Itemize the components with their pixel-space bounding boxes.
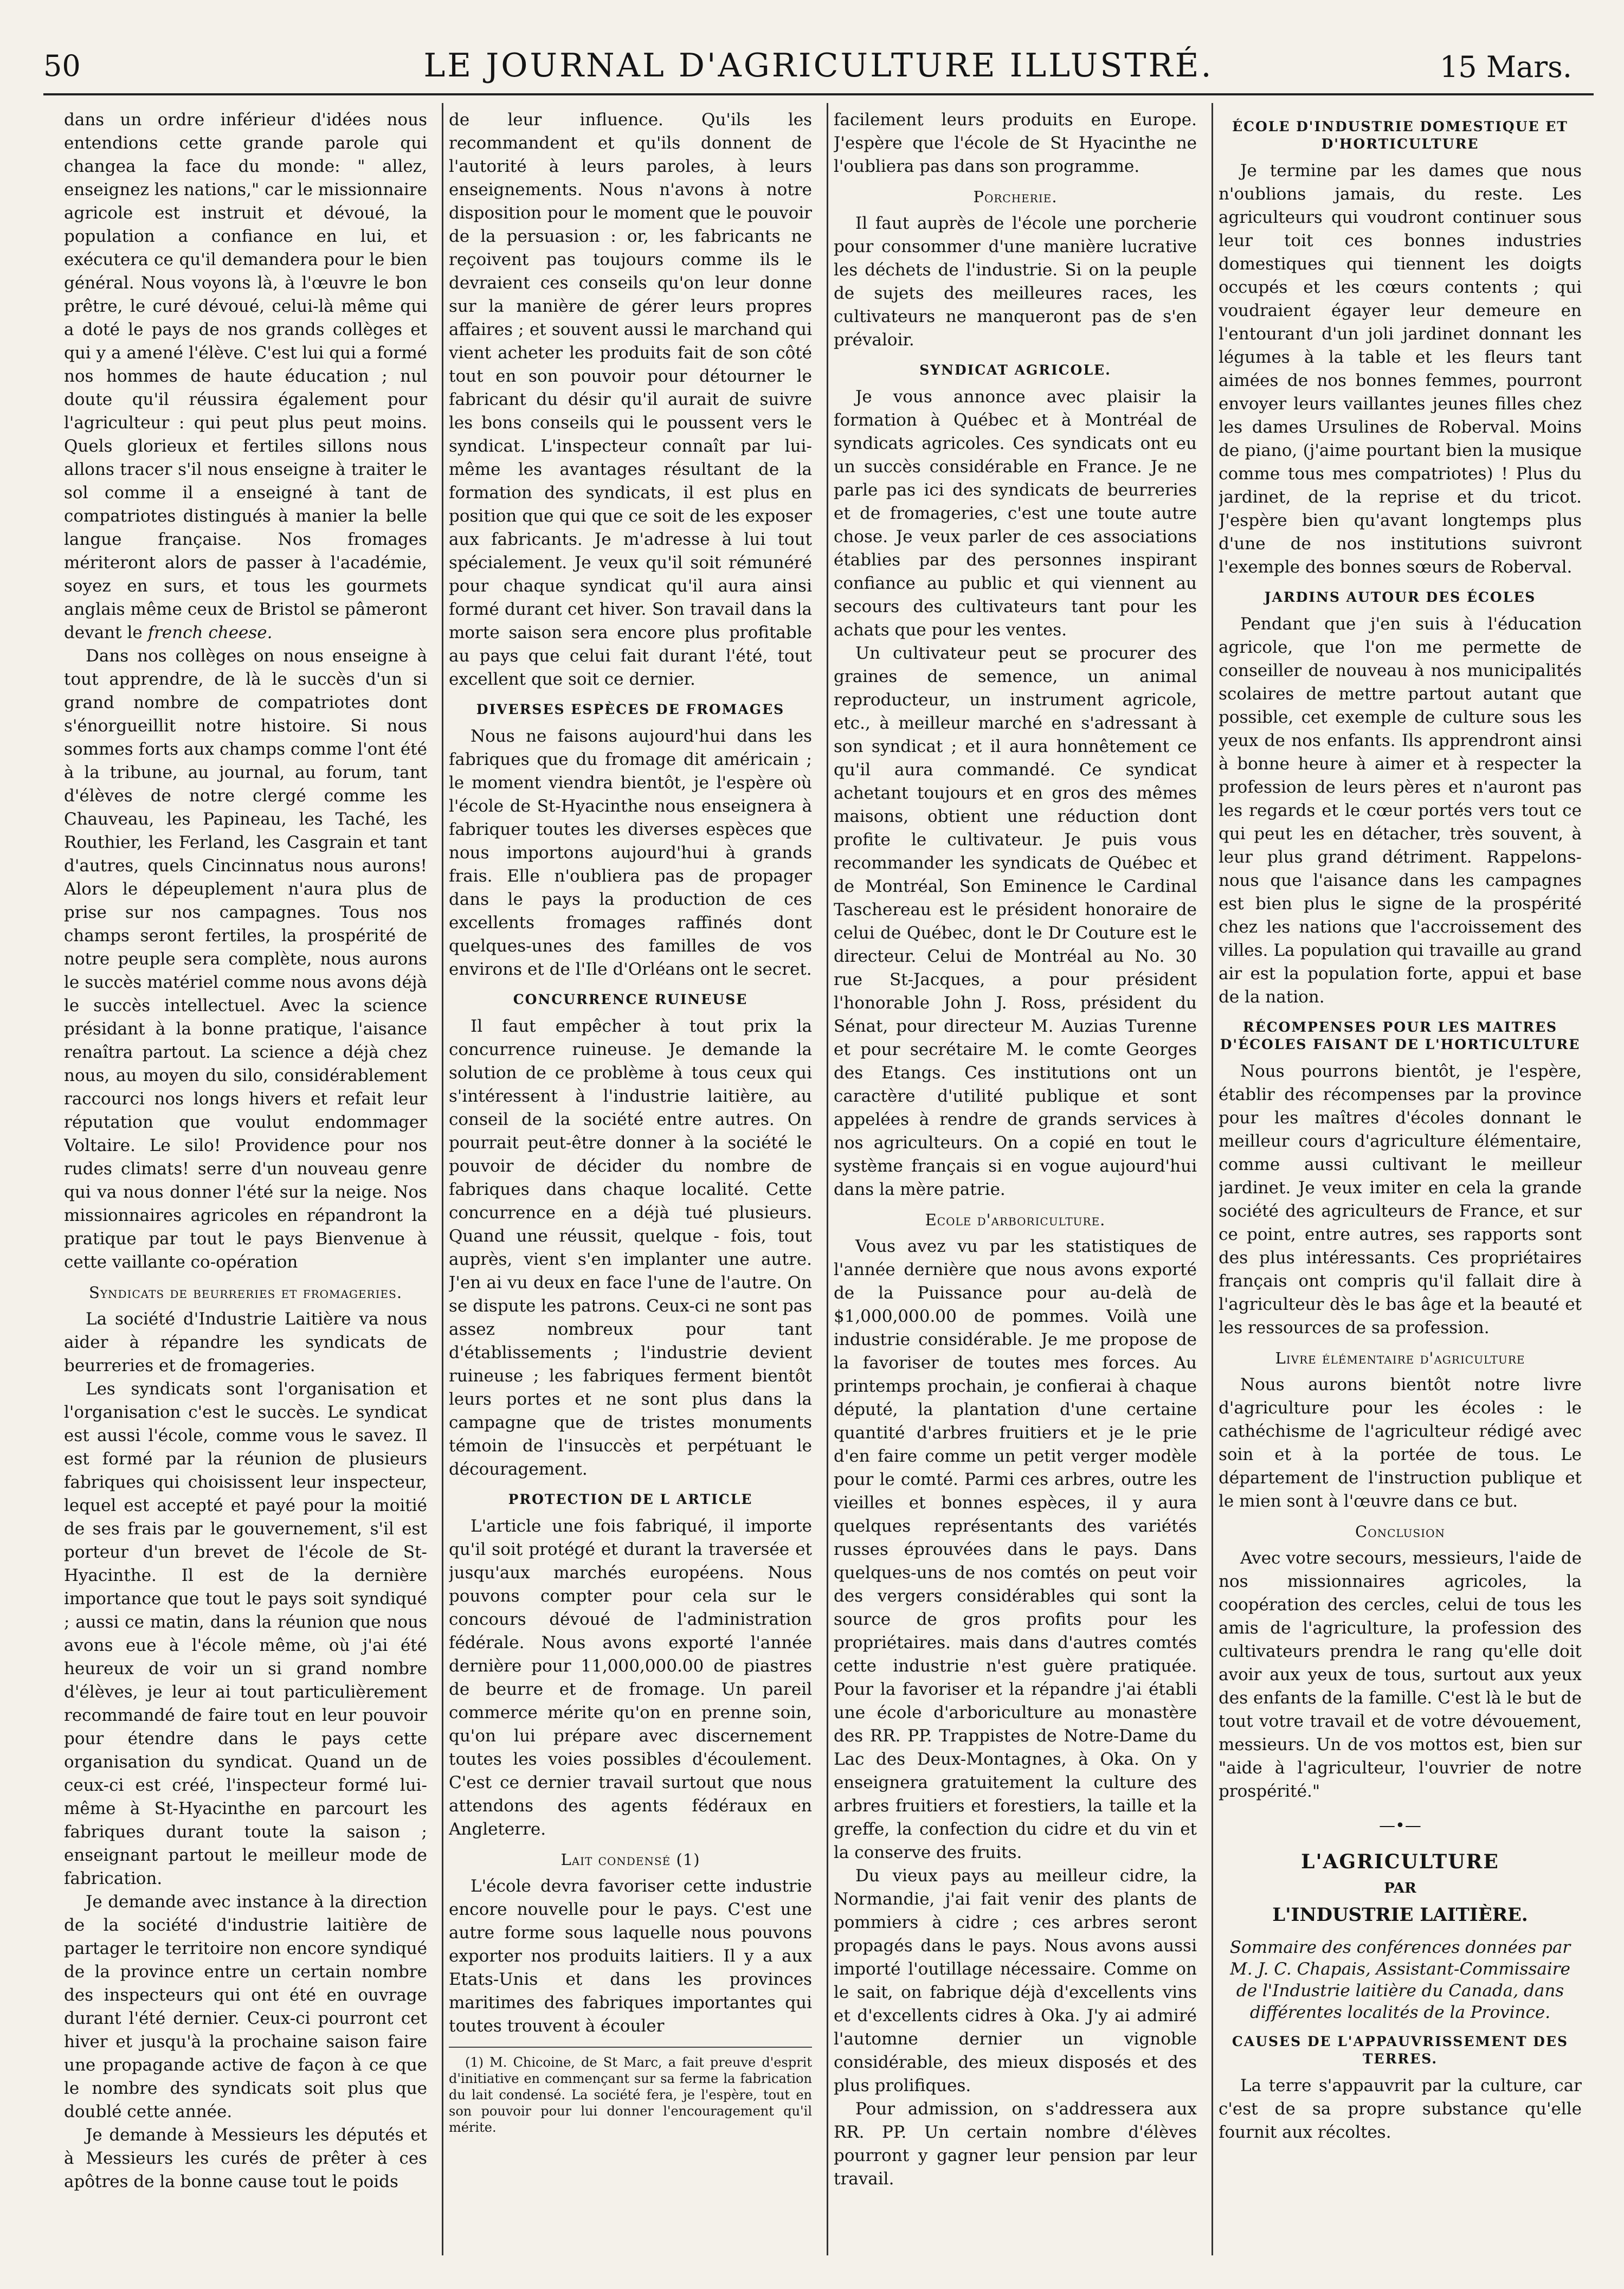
paragraph: Du vieux pays au meilleur cidre, la Normandie, j'ai fait venir des plants de pommiers à cidre ; ces arbres seront propagés dans le pays. Nous avons aussi importé l'outillage nécessaire. Comme on le sait, on fabrique déjà d'excellents vins et d'excellents cidres à Oka. J'y ai admiré l'automne dernier un vignoble considérable, des mieux disposés et des plus prolifiques. xyxy=(834,1866,1197,2095)
page-header xyxy=(43,38,1594,98)
paragraph: de leur influence. Qu'ils les recommandent et qu'ils donnent de l'autorité à leurs paroles, à leurs enseignements. Nous n'avons à notre disposition pour le moment que le pouvoir de la persuasion : or, les fabricants ne reçoivent pas toujours comme ils le devraient ces conseils qu'on leur donne sur la manière de gérer leurs propres affaires ; et souvent aussi le marchand qui vient acheter les produits fait de son côté tout en son pouvoir pour détourner le fabricant du désir qu'il aurait de suivre les bons conseils qui le poussent vers le syndicat. L'inspecteur connaît par lui-même les avantages résultant de la formation des syndicats, il est plus en position que qui que ce soit de les exposer aux fabricants. Je m'adresse à lui tout spécialement. Je veux qu'il soit rémunéré pour chaque syndicat qu'il aura ainsi formé durant cet hiver. Son travail dans la morte saison sera encore plus profitable au pays que celui fait durant l'été, tout excellent que soit ce dernier. xyxy=(449,110,812,689)
paragraph: Je demande à Messieurs les députés et à Messieurs les curés de prêter à ces apôtres de la bonne cause tout le poids xyxy=(64,2125,427,2191)
column-4 xyxy=(1219,108,1582,2250)
paragraph: Avec votre secours, messieurs, l'aide de nos missionnaires agricoles, la coopération des cercles, celui de tous les amis de l'agriculture, la profession des cultivateurs prendra le rang qu'elle doit avoir aux yeux de tous, surtout aux yeux des enfants de la famille. C'est là le but de tout votre travail et de votre dévouement, messieurs. Un de vos mottos est, bien sur "aide à l'agriculteur, l'ouvrier de notre prospérité." xyxy=(1219,1548,1582,1801)
paragraph: Les syndicats sont l'organisation et l'organisation c'est le succès. Le syndicat est aussi l'école, comme vous le savez. Il est formé par la réunion de plusieurs fabriques qui choisissent leur inspecteur, lequel est accepté et payé pour la moitié de ses frais par le gouvernement, s'il est porteur d'un brevet de l'école de St-Hyacinthe. Il est de la dernière importance que tout le pays soit syndiqué ; aussi ce matin, dans la réunion que nous avons eue à l'école même, où j'ai été heureux de voir un si grand nombre d'élèves, je leur ai tout particulièrement recommandé de faire tout en leur pouvoir pour étendre dans le pays cette organisation du syndicat. Quand un de ceux-ci est créé, l'inspecteur formé lui-même à St-Hyacinthe en parcourt les fabriques durant toute la saison ; enseignant partout le meilleur mode de fabrication. xyxy=(64,1379,427,1888)
section-heading-porcherie: Porcherie. xyxy=(973,188,1058,206)
article-summary: Sommaire des conférences données par M. J. C. Chapais, Assistant-Commissaire de l'Industrie laitière du Canada, dans différentes localités de la Province. xyxy=(1229,1938,1571,2022)
paragraph: Nous aurons bientôt notre livre d'agriculture pour les écoles : le cathéchisme de l'agriculteur rédigé avec soin et à la portée de tous. Le département de l'instruction publique et le mien sont à l'œuvre dans ce but. xyxy=(1219,1375,1582,1511)
footnote: (1) M. Chicoine, de St Marc, a fait preuve d'esprit d'initiative en commençant sur sa ferme la fabrication du lait condensé. La société fera, je l'espère, tout en son pouvoir pour lui donner l'encouragement qu'il mérite. xyxy=(449,2047,812,2136)
section-heading-concurrence: CONCURRENCE RUINEUSE xyxy=(513,992,748,1007)
section-heading-livre: Livre élémentaire d'agriculture xyxy=(1275,1349,1525,1367)
section-separator: —•— xyxy=(1379,1816,1421,1835)
paragraph xyxy=(64,108,427,645)
column-3 xyxy=(834,108,1197,2250)
french-cheese-phrase: french cheese. xyxy=(147,623,273,642)
paragraph: Je termine par les dames que nous n'oublions jamais, du reste. Les agriculteurs qui voudront continuer sous leur toit ces bonnes industries domestiques qui tiennent les doigts occupés et les cœurs contents ; qui voudraient égayer leur demeure en l'entourant d'un joli jardinet donnant les légumes à la table et les fleurs tant aimées de nos bonnes femmes, pourront envoyer leurs vaillantes jeunes filles chez les dames Ursulines de Roberval. Moins de piano, (j'aime pourtant bien la musique comme tous mes compatriotes) ! Plus du jardinet, de la reprise et du tricot. J'espère bien qu'avant longtemps plus d'une de nos institutions suivront l'exemple des bonnes sœurs de Roberval. xyxy=(1219,161,1582,577)
header-rule xyxy=(43,93,1594,95)
column-1 xyxy=(64,108,427,2250)
section-heading-causes: CAUSES DE L'APPAUVRISSEMENT DES TERRES. xyxy=(1232,2034,1569,2067)
paragraph: Je demande avec instance à la direction de la société d'industrie laitière de partager le territoire non encore syndiqué de la province entre un certain nombre des inspecteurs qui ont été en ouvrage durant l'été dernier. Ceux-ci pourront cet hiver et jusqu'à la prochaine saison faire une propagande active de façon à ce que le nombre des syndicats soit plus que doublé cette année. xyxy=(64,1892,427,2121)
section-heading-conclusion: Conclusion xyxy=(1355,1522,1445,1541)
paragraph: Vous avez vu par les statistiques de l'année dernière que nous avons exporté de la Puissance pour au-delà de $1,000,000.00 de pommes. Voilà une industrie considérable. Je me propose de la favoriser de toutes mes forces. Au printemps prochain, je confierai à chaque député, la plantation d'une certaine quantité d'arbres fruitiers et je le prie d'en faire comme un petit verger modèle pour le comté. Parmi ces arbres, outre les vieilles et bonnes espèces, il y aura quelques représentants des variétés russes éprouvées dans le pays. Dans quelques-uns de nos comtés on peut voir des vergers considérables qui sont la source de gros profits pour les propriétaires. mais dans d'autres comtés cette industrie n'est guère pratiquée. Pour la favoriser et la répandre j'ai établi une école d'arboriculture au monastère des RR. PP. Trappistes de Notre-Dame du Lac des Deux-Montagnes, à Oka. On y enseignera gratuitement la culture des arbres fruitiers et forestiers, la taille et la greffe, la confection du cidre et du vin et la conserve des fruits. xyxy=(834,1237,1197,1862)
section-heading-lait-condense: Lait condensé (1) xyxy=(560,1850,700,1869)
paragraph-text: dans un ordre inférieur d'idées nous entendions cette grande parole qui changea la face du monde: " allez, enseignez les nations," car le missionnaire agricole est instruit et dévoué, la population a confiance en lui, et exécutera ce qu'il demandera pour le bien général. Nous voyons là, à l'œuvre le bon prêtre, le curé dévoué, celui-là même qui a doté le pays de nos grands collèges et qui y a amené l'élève. C'est lui qui a formé nos hommes de haute éducation ; nul doute qu'il réussira également pour l'agriculteur : qui peut plus peut moins. Quels glorieux et fertiles sillons nous allons tracer s'il nous enseigne à traiter le sol comme il a enseigné à tant de compatriotes distingués à manier la belle langue française. Nos fromages mériteront alors de passer à l'académie, soyez en surs, et tous les gourmets anglais même ceux de Bristol se pâmeront devant le xyxy=(64,110,427,642)
column-divider xyxy=(1211,103,1213,2255)
paragraph: L'article une fois fabriqué, il importe qu'il soit protégé et durant la traversée et jusqu'aux marchés européens. Nous pouvons compter pour cela sur le concours dévoué de l'administration fédérale. Nous avons exporté l'année dernière pour 11,000,000.00 de piastres de beurre et de fromage. Un pareil commerce mérite qu'on en prenne soin, qu'on lui prépare avec discernement toutes les voies possibles d'écoulement. C'est ce dernier travail surtout que nous attendons des agents fédéraux en Angleterre. xyxy=(449,1516,812,1839)
journal-title: LE JOURNAL D'AGRICULTURE ILLUSTRÉ. xyxy=(423,47,1214,85)
section-heading-protection: PROTECTION DE L ARTICLE xyxy=(508,1491,753,1507)
article-title: L'AGRICULTURE xyxy=(1301,1850,1499,1873)
paragraph: Il faut auprès de l'école une porcherie pour consommer d'une manière lucrative les déchets de l'industrie. Si on la peuple de sujets des meilleures races, les cultivateurs ne manqueront pas de s'en prévaloir. xyxy=(834,214,1197,350)
section-heading-jardins: JARDINS AUTOUR DES ÉCOLES xyxy=(1264,589,1536,605)
section-heading-recompenses: RÉCOMPENSES POUR LES MAITRES D'ÉCOLES FAISANT DE L'HORTICULTURE xyxy=(1220,1019,1581,1052)
section-heading-ecole-industrie: ÉCOLE D'INDUSTRIE DOMESTIQUE ET D'HORTICULTURE xyxy=(1232,119,1568,152)
paragraph: Il faut empêcher à tout prix la concurrence ruineuse. Je demande la solution de ce problème à tous ceux qui s'intéressent à l'industrie laitière, au conseil de la société entre autres. On pourrait peut-être donner à la société le pouvoir de décider du nombre de fabriques dans chaque localité. Cette concurrence en a déjà tué plusieurs. Quand une réussit, quelque - fois, tout auprès, vient s'en implanter une autre. J'en ai vu deux en face l'une de l'autre. On se dispute les patrons. Ceux-ci ne sont pas assez nombreux pour tant d'établissements ; l'industrie devient ruineuse ; les fabriques ferment bientôt leurs portes et ne sont plus dans la campagne que de tristes monuments témoin de l'insuccès et perpétuant le découragement. xyxy=(449,1017,812,1479)
section-heading-diverses-especes: DIVERSES ESPÈCES DE FROMAGES xyxy=(476,702,785,717)
column-divider xyxy=(827,103,828,2255)
section-heading-syndicats-beurreries: Syndicats de beurreries et fromageries. xyxy=(88,1283,403,1302)
paragraph: Dans nos collèges on nous enseigne à tout apprendre, de là le succès d'un si grand nombre de compatriotes dont s'énorgueillit notre histoire. Si nous sommes forts aux champs comme l'ont été à la tribune, au journal, au forum, tant d'élèves de notre clergé comme les Chauveau, les Papineau, les Taché, les Routhier, les Ferland, les Casgrain et tant d'autres, quels Cincinnatus nous aurons! Alors le dépeuplement n'aura plus de prise sur nos campagnes. Tous nos champs seront fertiles, la prospérité de notre peuple sera complète, nous aurons le succès matériel comme nous avons déjà le succès intellectuel. Avec la science présidant à la bonne pratique, l'aisance renaîtra partout. La science a déjà chez nous, au moyen du silo, considérablement raccourci nos longs hivers et refait leur réputation que voulut endommager Voltaire. Le silo! Providence pour nos rudes climats! serre d'un nouveau genre qui va nous donner l'été sur la neige. Nos missionnaires agricoles en répandront la pratique par tout le pays Bienvenue à cette vaillante co-opération xyxy=(64,646,427,1272)
paragraph: Pour admission, on s'addressera aux RR. PP. Un certain nombre d'élèves pourront y gagner leur pension par leur travail. xyxy=(834,2099,1197,2189)
paragraph: L'école devra favoriser cette industrie encore nouvelle pour le pays. C'est une autre forme sous laquelle nous pouvons exporter nos produits laitiers. Il y a aux Etats-Unis et dans les provinces maritimes des fabriques importantes qui toutes trouvent à écouler xyxy=(449,1876,812,2036)
paragraph: La société d'Industrie Laitière va nous aider à répandre les syndicats de beurreries et de fromageries. xyxy=(64,1309,427,1375)
column-2 xyxy=(449,108,812,2250)
paragraph: facilement leurs produits en Europe. J'espère que l'école de St Hyacinthe ne l'oubliera pas dans son programme. xyxy=(834,110,1197,176)
paragraph: Je vous annonce avec plaisir la formation à Québec et à Montréal de syndicats agricoles. Ces syndicats ont eu un succès considérable en France. Je ne parle pas ici des syndicats de beurreries et de fromageries, c'est une toute autre chose. Je veux parler de ces associations établies par des personnes inspirant confiance au public et qui viennent au secours des cultivateurs tant pour les achats que pour les ventes. xyxy=(834,387,1197,640)
paragraph: Pendant que j'en suis à l'éducation agricole, que l'on me permette de conseiller de nouveau à nos municipalités scolaires de mettre partout autant que possible, cet exemple de culture sous les yeux de nos enfants. Ils apprendront ainsi à bonne heure à aimer et à respecter la profession de leurs pères et n'auront pas les regards et le cœur portés vers tout ce qui peut les en détacher, très souvent, à leur plus grand détriment. Rappelons-nous que l'aisance dans les campagnes est bien plus le signe de la prospérité chez les nations que l'accroissement des villes. La population qui travaille au grand air est la population forte, appui et base de la nation. xyxy=(1219,614,1582,1007)
article-subtitle: L'INDUSTRIE LAITIÈRE. xyxy=(1272,1904,1528,1926)
column-divider xyxy=(442,103,443,2255)
article-par: PAR xyxy=(1384,1880,1416,1896)
page-number: 50 xyxy=(43,49,81,83)
section-heading-syndicat-agricole: SYNDICAT AGRICOLE. xyxy=(919,362,1111,378)
paragraph: Nous pourrons bientôt, je l'espère, établir des récompenses par la province pour les maîtres d'écoles donnant le meilleur cours d'agriculture élémentaire, comme aussi cultivant le meilleur jardinet. Je veux imiter en cela la grande société des agriculteurs de France, et sur ce point, entre autres, ses rapports sont des plus intéressants. Ces propriétaires français ont compris qu'il fallait dire à l'agriculteur dès le bas âge et la beauté et les ressources de sa profession. xyxy=(1219,1062,1582,1338)
paragraph: Un cultivateur peut se procurer des graines de semence, un animal reproducteur, un instrument agricole, etc., à meilleur marché en s'adressant à son syndicat ; et il aura honnêtement ce qu'il aura commandé. Ce syndicat achetant toujours et en gros des mêmes maisons, obtient une réduction dont profite le cultivateur. Je puis vous recommander les syndicats de Québec et de Montréal, Son Eminence le Cardinal Taschereau est le président honoraire de celui de Québec, dont le Dr Couture est le directeur. Celui de Montréal au No. 30 rue St-Jacques, a pour président l'honorable John J. Ross, président du Sénat, pour directeur M. Auzias Turenne et pour secrétaire M. le comte Georges des Etangs. Ces institutions ont un caractère d'utilité publique et sont appelées à rendre de grands services à nos agriculteurs. On a copié en tout le système français si en vogue aujourd'hui dans la mère patrie. xyxy=(834,644,1197,1199)
paragraph: Nous ne faisons aujourd'hui dans les fabriques que du fromage dit américain ; le moment viendra bientôt, je l'espère où l'école de St-Hyacinthe nous enseignera à fabriquer toutes les diverses espèces que nous importons aujourd'hui à grands frais. Elle n'oubliera pas de propager dans le pays la production de ces excellents fromages raffinés dont quelques-unes des familles de vos environs et de l'Ile d'Orléans ont le secret. xyxy=(449,726,812,979)
section-heading-arboriculture: Ecole d'arboriculture. xyxy=(925,1211,1106,1229)
paragraph: La terre s'appauvrit par la culture, car c'est de sa propre substance qu'elle fournit aux récoltes. xyxy=(1219,2076,1582,2142)
issue-date: 15 Mars. xyxy=(1439,50,1572,84)
